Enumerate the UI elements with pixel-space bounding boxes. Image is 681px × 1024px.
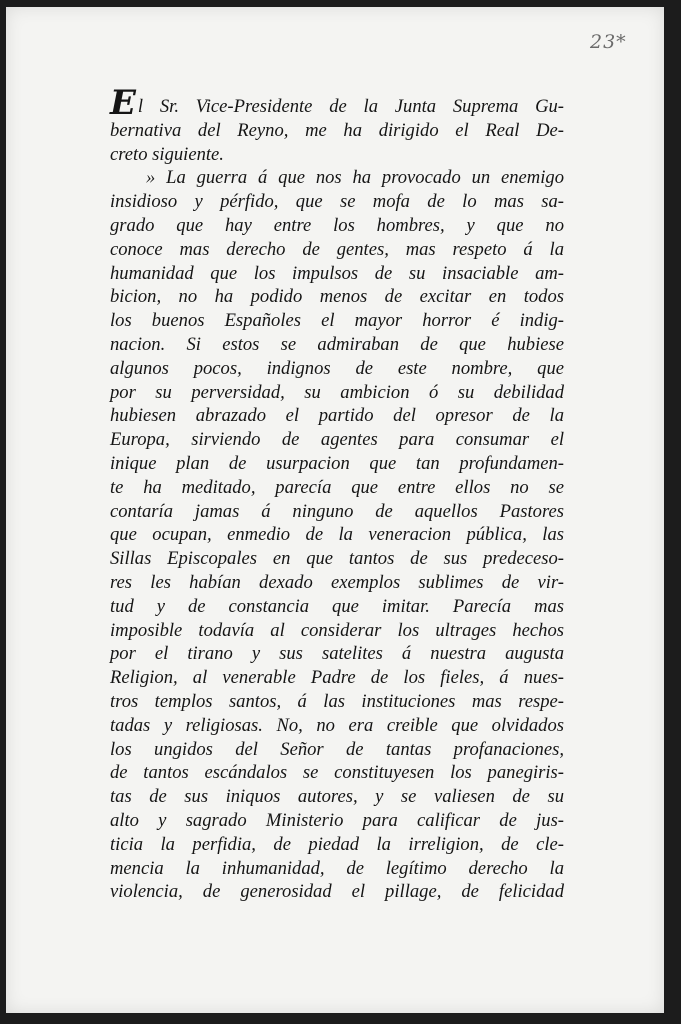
page-number: 23* [590, 31, 627, 53]
text-line: por su perversidad, su ambicion ó su debilidad [110, 381, 564, 403]
text-line: hubiesen abrazado el partido del opresor de la [110, 405, 564, 427]
text-line: tud y de constancia que imitar. Parecía mas [110, 595, 564, 617]
text-line: que ocupan, enmedio de la veneracion pública, las [110, 524, 564, 546]
text-line: los ungidos del Señor de tantas profanaciones, [110, 738, 564, 760]
text-line: de tantos escándalos se constituyesen los panegiris- [110, 762, 564, 784]
text-line: tadas y religiosas. No, no era creible que olvidados [110, 714, 564, 736]
text-line: conoce mas derecho de gentes, mas respeto á la [110, 238, 564, 260]
text-line: algunos pocos, indignos de este nombre, que [110, 357, 564, 379]
document-page [6, 7, 664, 1013]
text-line: Religion, al venerable Padre de los fieles, á nues- [110, 667, 564, 689]
drop-cap: E [110, 83, 136, 123]
text-line: grado que hay entre los hombres, y que no [110, 214, 564, 236]
text-line: bernativa del Reyno, me ha dirigido el Real De- [110, 119, 564, 141]
text-line: los buenos Españoles el mayor horror é indig- [110, 310, 564, 332]
text-line: por el tirano y sus satelites á nuestra augusta [110, 643, 564, 665]
text-line: inique plan de usurpacion que tan profundamen- [110, 452, 564, 474]
text-line-1-body: l Sr. Vice-Presidente de la Junta Suprema Gu- [137, 96, 564, 117]
text-line: alto y sagrado Ministerio para calificar de jus- [110, 809, 564, 831]
text-line: imposible todavía al considerar los ultrages hechos [110, 619, 564, 641]
text-line: tros templos santos, á las instituciones mas respe- [110, 690, 564, 712]
decree-text [110, 83, 564, 904]
text-line: tas de sus iniquos autores, y se valiesen de su [110, 786, 564, 808]
text-line: creto siguiente. [110, 143, 224, 165]
text-line: insidioso y pérfido, que se mofa de lo mas sa- [110, 191, 564, 213]
text-line: ticia la perfidia, de piedad la irreligion, de cle- [110, 833, 564, 855]
text-line: Sillas Episcopales en que tantos de sus predeceso- [110, 548, 564, 570]
text-line: bicion, no ha podido menos de excitar en todos [110, 286, 564, 308]
text-line: humanidad que los impulsos de su insaciable am- [110, 262, 564, 284]
text-line-1 [110, 83, 564, 123]
text-line: mencia la inhumanidad, de legítimo derecho la [110, 857, 564, 879]
text-line: Europa, sirviendo de agentes para consumar el [110, 429, 564, 451]
text-line: res les habían dexado exemplos sublimes de vir- [110, 571, 564, 593]
text-line: » La guerra á que nos ha provocado un enemigo [146, 167, 564, 189]
text-line: nacion. Si estos se admiraban de que hubiese [110, 333, 564, 355]
text-line: te ha meditado, parecía que entre ellos no se [110, 476, 564, 498]
text-line: contaría jamas á ninguno de aquellos Pastores [110, 500, 564, 522]
text-line: violencia, de generosidad el pillage, de felicidad [110, 881, 564, 903]
